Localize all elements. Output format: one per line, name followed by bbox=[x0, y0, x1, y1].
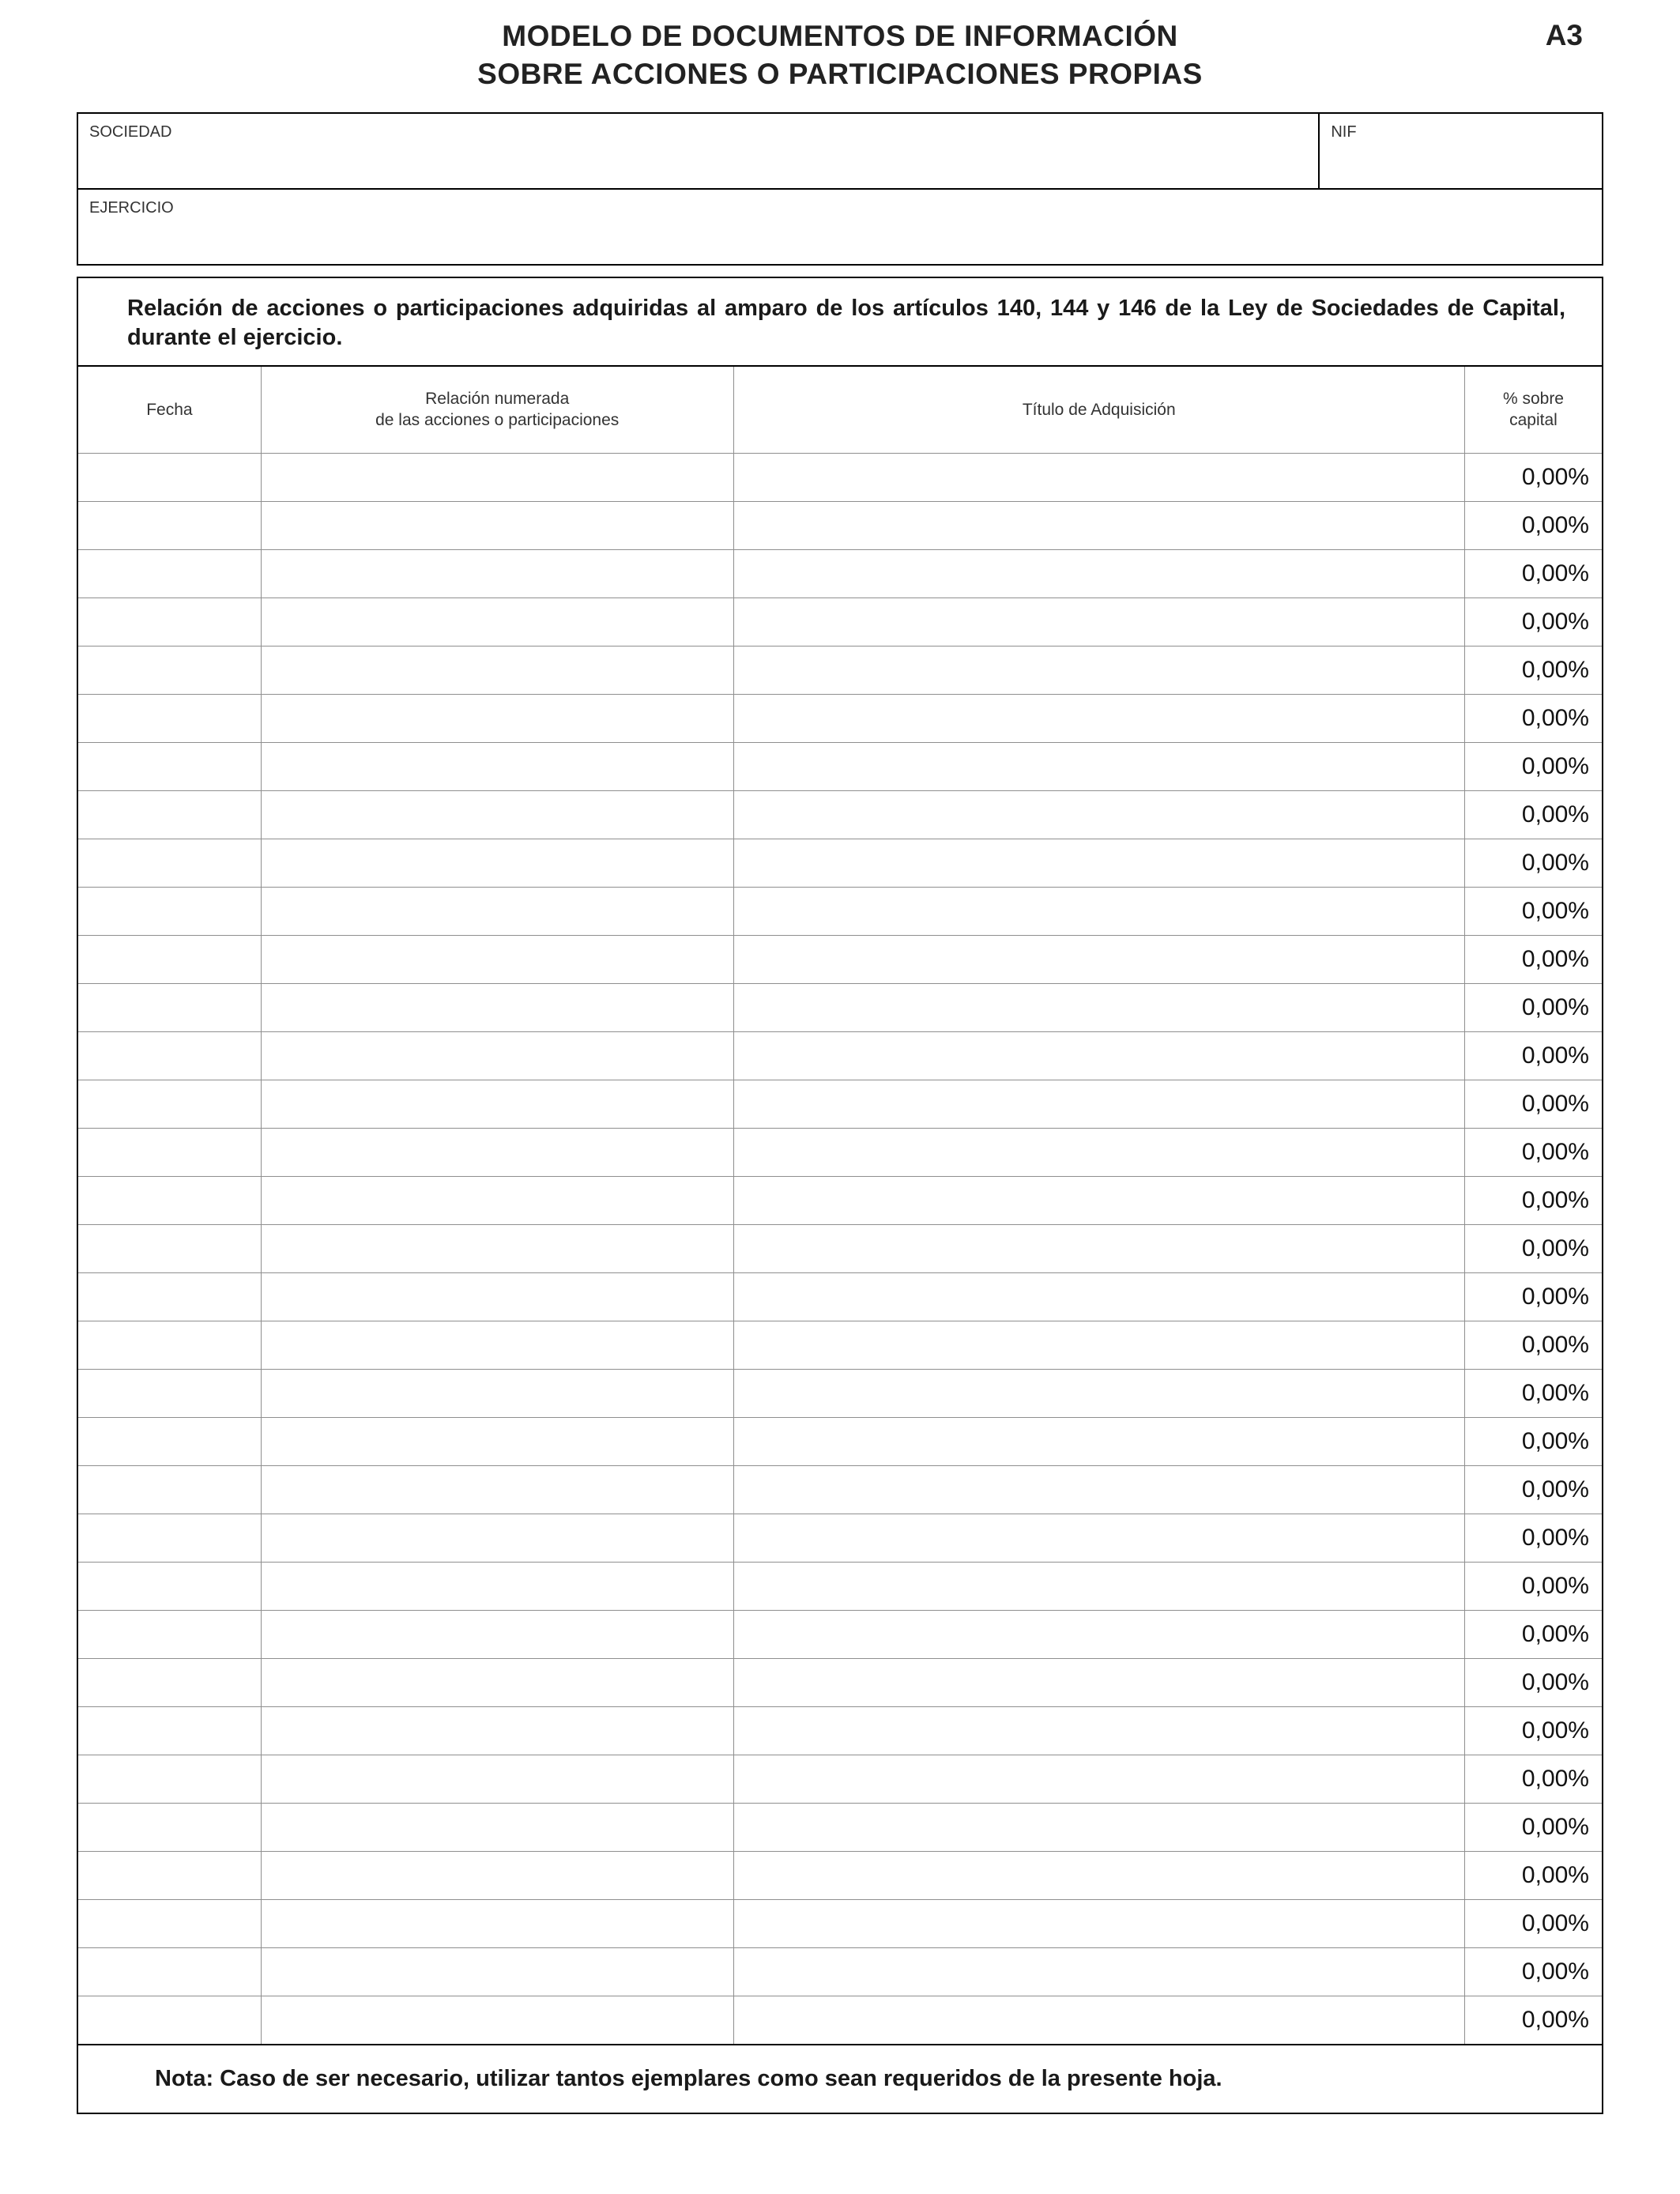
cell-fecha[interactable] bbox=[78, 1706, 261, 1755]
table-row bbox=[78, 1417, 1602, 1465]
identification-box bbox=[77, 112, 1603, 266]
cell-relacion[interactable] bbox=[261, 1610, 733, 1658]
cell-titulo[interactable] bbox=[733, 1947, 1464, 1996]
cell-titulo[interactable] bbox=[733, 1031, 1464, 1080]
cell-percent[interactable]: 0,00% bbox=[1464, 790, 1602, 839]
cell-titulo[interactable] bbox=[733, 453, 1464, 501]
table-row bbox=[78, 790, 1602, 839]
table-row bbox=[78, 694, 1602, 742]
cell-titulo[interactable] bbox=[733, 1899, 1464, 1947]
cell-fecha[interactable] bbox=[78, 501, 261, 549]
cell-titulo[interactable] bbox=[733, 839, 1464, 887]
table-row bbox=[78, 501, 1602, 549]
table-header bbox=[78, 366, 1602, 453]
table-row bbox=[78, 1031, 1602, 1080]
page-title-line1: MODELO DE DOCUMENTOS DE INFORMACIÓN bbox=[502, 20, 1178, 52]
cell-fecha[interactable] bbox=[78, 1851, 261, 1899]
column-header-percent-line1: % sobre bbox=[1502, 390, 1564, 409]
cell-relacion[interactable] bbox=[261, 1465, 733, 1514]
sociedad-field[interactable] bbox=[78, 114, 1320, 188]
cell-titulo[interactable] bbox=[733, 1465, 1464, 1514]
table-body bbox=[78, 453, 1602, 2044]
cell-relacion[interactable] bbox=[261, 790, 733, 839]
column-header-relacion-line1: Relación numerada bbox=[425, 390, 570, 409]
cell-percent[interactable]: 0,00% bbox=[1464, 1996, 1602, 2044]
cell-percent[interactable]: 0,00% bbox=[1464, 694, 1602, 742]
cell-percent[interactable]: 0,00% bbox=[1464, 1465, 1602, 1514]
table-row bbox=[78, 1369, 1602, 1417]
cell-relacion[interactable] bbox=[261, 598, 733, 646]
cell-fecha[interactable] bbox=[78, 549, 261, 598]
table-row bbox=[78, 1706, 1602, 1755]
table-row bbox=[78, 1514, 1602, 1562]
table-row bbox=[78, 598, 1602, 646]
cell-titulo[interactable] bbox=[733, 887, 1464, 935]
cell-titulo[interactable] bbox=[733, 1176, 1464, 1224]
table-row bbox=[78, 839, 1602, 887]
cell-titulo[interactable] bbox=[733, 1658, 1464, 1706]
cell-fecha[interactable] bbox=[78, 1658, 261, 1706]
cell-titulo[interactable] bbox=[733, 1417, 1464, 1465]
cell-fecha[interactable] bbox=[78, 1899, 261, 1947]
cell-relacion[interactable] bbox=[261, 1562, 733, 1610]
cell-titulo[interactable] bbox=[733, 646, 1464, 694]
cell-fecha[interactable] bbox=[78, 983, 261, 1031]
cell-relacion[interactable] bbox=[261, 1031, 733, 1080]
cell-percent[interactable]: 0,00% bbox=[1464, 1176, 1602, 1224]
table-row bbox=[78, 453, 1602, 501]
nif-field[interactable] bbox=[1320, 114, 1602, 188]
cell-titulo[interactable] bbox=[733, 1851, 1464, 1899]
page-title-line2: SOBRE ACCIONES O PARTICIPACIONES PROPIAS bbox=[477, 58, 1203, 90]
cell-titulo[interactable] bbox=[733, 1562, 1464, 1610]
cell-titulo[interactable] bbox=[733, 935, 1464, 983]
cell-percent[interactable]: 0,00% bbox=[1464, 549, 1602, 598]
table-row bbox=[78, 1176, 1602, 1224]
cell-relacion[interactable] bbox=[261, 1658, 733, 1706]
cell-fecha[interactable] bbox=[78, 1996, 261, 2044]
cell-fecha[interactable] bbox=[78, 1272, 261, 1321]
cell-relacion[interactable] bbox=[261, 935, 733, 983]
cell-fecha[interactable] bbox=[78, 742, 261, 790]
column-header-titulo-label: Título de Adquisición bbox=[1022, 400, 1176, 419]
cell-titulo[interactable] bbox=[733, 549, 1464, 598]
cell-percent[interactable]: 0,00% bbox=[1464, 1514, 1602, 1562]
cell-fecha[interactable] bbox=[78, 1947, 261, 1996]
instruction-text: Relación de acciones o participaciones adquiridas al amparo de los artículos 140, 144 y 146 de la Ley de Sociedades de Capital, durante el ejercicio. bbox=[127, 296, 1565, 350]
table-row bbox=[78, 1803, 1602, 1851]
column-header-percent bbox=[1464, 366, 1602, 453]
cell-relacion[interactable] bbox=[261, 501, 733, 549]
cell-percent[interactable]: 0,00% bbox=[1464, 1755, 1602, 1803]
cell-relacion[interactable] bbox=[261, 983, 733, 1031]
cell-titulo[interactable] bbox=[733, 1706, 1464, 1755]
cell-relacion[interactable] bbox=[261, 839, 733, 887]
table-row bbox=[78, 742, 1602, 790]
table-row bbox=[78, 1562, 1602, 1610]
table-row bbox=[78, 1851, 1602, 1899]
cell-titulo[interactable] bbox=[733, 1369, 1464, 1417]
cell-percent[interactable]: 0,00% bbox=[1464, 453, 1602, 501]
form-code: A3 bbox=[1545, 19, 1583, 51]
cell-fecha[interactable] bbox=[78, 646, 261, 694]
cell-relacion[interactable] bbox=[261, 1321, 733, 1369]
cell-fecha[interactable] bbox=[78, 598, 261, 646]
cell-titulo[interactable] bbox=[733, 742, 1464, 790]
cell-percent[interactable]: 0,00% bbox=[1464, 1851, 1602, 1899]
cell-fecha[interactable] bbox=[78, 1417, 261, 1465]
cell-percent[interactable]: 0,00% bbox=[1464, 742, 1602, 790]
acquisitions-table bbox=[78, 365, 1602, 2044]
cell-titulo[interactable] bbox=[733, 1803, 1464, 1851]
cell-fecha[interactable] bbox=[78, 1610, 261, 1658]
cell-relacion[interactable] bbox=[261, 1224, 733, 1272]
column-header-fecha-label: Fecha bbox=[146, 400, 193, 419]
cell-percent[interactable]: 0,00% bbox=[1464, 1417, 1602, 1465]
cell-titulo[interactable] bbox=[733, 1080, 1464, 1128]
nif-label: NIF bbox=[1331, 123, 1357, 141]
cell-relacion[interactable] bbox=[261, 1080, 733, 1128]
cell-relacion[interactable] bbox=[261, 1706, 733, 1755]
cell-titulo[interactable] bbox=[733, 1514, 1464, 1562]
spacer bbox=[77, 266, 1603, 277]
cell-fecha[interactable] bbox=[78, 887, 261, 935]
table-row bbox=[78, 1321, 1602, 1369]
cell-titulo[interactable] bbox=[733, 790, 1464, 839]
cell-titulo[interactable] bbox=[733, 1128, 1464, 1176]
cell-percent[interactable]: 0,00% bbox=[1464, 983, 1602, 1031]
cell-percent[interactable]: 0,00% bbox=[1464, 1080, 1602, 1128]
cell-percent[interactable]: 0,00% bbox=[1464, 887, 1602, 935]
sociedad-label: SOCIEDAD bbox=[89, 123, 172, 141]
cell-percent[interactable]: 0,00% bbox=[1464, 598, 1602, 646]
cell-relacion[interactable] bbox=[261, 549, 733, 598]
table-header-row bbox=[78, 366, 1602, 453]
cell-percent[interactable]: 0,00% bbox=[1464, 1947, 1602, 1996]
table-row bbox=[78, 1996, 1602, 2044]
cell-relacion[interactable] bbox=[261, 453, 733, 501]
cell-relacion[interactable] bbox=[261, 646, 733, 694]
cell-fecha[interactable] bbox=[78, 1803, 261, 1851]
cell-fecha[interactable] bbox=[78, 1369, 261, 1417]
cell-percent[interactable]: 0,00% bbox=[1464, 1369, 1602, 1417]
cell-percent[interactable]: 0,00% bbox=[1464, 1658, 1602, 1706]
cell-titulo[interactable] bbox=[733, 1272, 1464, 1321]
main-section-box bbox=[77, 277, 1603, 2114]
table-row bbox=[78, 1755, 1602, 1803]
cell-relacion[interactable] bbox=[261, 1514, 733, 1562]
cell-fecha[interactable] bbox=[78, 694, 261, 742]
cell-fecha[interactable] bbox=[78, 1321, 261, 1369]
column-header-titulo bbox=[733, 366, 1464, 453]
ejercicio-label: EJERCICIO bbox=[89, 199, 174, 217]
table-row bbox=[78, 935, 1602, 983]
cell-fecha[interactable] bbox=[78, 839, 261, 887]
sociedad-input-area[interactable] bbox=[89, 141, 1307, 165]
cell-relacion[interactable] bbox=[261, 1899, 733, 1947]
cell-titulo[interactable] bbox=[733, 501, 1464, 549]
cell-percent[interactable]: 0,00% bbox=[1464, 1321, 1602, 1369]
column-header-relacion-line2: de las acciones o participaciones bbox=[375, 411, 620, 430]
cell-percent[interactable]: 0,00% bbox=[1464, 1224, 1602, 1272]
cell-titulo[interactable] bbox=[733, 983, 1464, 1031]
cell-fecha[interactable] bbox=[78, 1514, 261, 1562]
cell-relacion[interactable] bbox=[261, 1803, 733, 1851]
column-header-fecha bbox=[78, 366, 261, 453]
cell-percent[interactable]: 0,00% bbox=[1464, 1803, 1602, 1851]
cell-titulo[interactable] bbox=[733, 1321, 1464, 1369]
table-row bbox=[78, 1465, 1602, 1514]
cell-fecha[interactable] bbox=[78, 453, 261, 501]
cell-relacion[interactable] bbox=[261, 1851, 733, 1899]
document-header bbox=[77, 17, 1603, 93]
cell-fecha[interactable] bbox=[78, 1562, 261, 1610]
table-row bbox=[78, 646, 1602, 694]
table-row bbox=[78, 887, 1602, 935]
cell-percent[interactable]: 0,00% bbox=[1464, 935, 1602, 983]
table-row bbox=[78, 1224, 1602, 1272]
cell-relacion[interactable] bbox=[261, 742, 733, 790]
cell-percent[interactable]: 0,00% bbox=[1464, 646, 1602, 694]
table-row bbox=[78, 1947, 1602, 1996]
cell-percent[interactable]: 0,00% bbox=[1464, 839, 1602, 887]
cell-relacion[interactable] bbox=[261, 1996, 733, 2044]
cell-percent[interactable]: 0,00% bbox=[1464, 501, 1602, 549]
table-row bbox=[78, 1658, 1602, 1706]
cell-titulo[interactable] bbox=[733, 598, 1464, 646]
cell-fecha[interactable] bbox=[78, 1176, 261, 1224]
cell-relacion[interactable] bbox=[261, 1369, 733, 1417]
page-title bbox=[77, 17, 1603, 93]
table-row bbox=[78, 983, 1602, 1031]
cell-fecha[interactable] bbox=[78, 790, 261, 839]
cell-percent[interactable]: 0,00% bbox=[1464, 1562, 1602, 1610]
ejercicio-input-area[interactable] bbox=[89, 217, 1591, 241]
cell-relacion[interactable] bbox=[261, 1417, 733, 1465]
cell-fecha[interactable] bbox=[78, 1080, 261, 1128]
nif-input-area[interactable] bbox=[1331, 141, 1591, 165]
cell-relacion[interactable] bbox=[261, 1128, 733, 1176]
table-row bbox=[78, 1899, 1602, 1947]
table-row bbox=[78, 1080, 1602, 1128]
cell-percent[interactable]: 0,00% bbox=[1464, 1272, 1602, 1321]
sociedad-nif-row bbox=[78, 114, 1602, 190]
column-header-percent-line2: capital bbox=[1509, 411, 1558, 430]
table-row bbox=[78, 1610, 1602, 1658]
cell-relacion[interactable] bbox=[261, 1272, 733, 1321]
cell-titulo[interactable] bbox=[733, 694, 1464, 742]
footer-note: Nota: Caso de ser necesario, utilizar tantos ejemplares como sean requeridos de la presente hoja. bbox=[78, 2044, 1602, 2113]
cell-titulo[interactable] bbox=[733, 1755, 1464, 1803]
cell-fecha[interactable] bbox=[78, 935, 261, 983]
cell-relacion[interactable] bbox=[261, 694, 733, 742]
cell-percent[interactable]: 0,00% bbox=[1464, 1610, 1602, 1658]
cell-fecha[interactable] bbox=[78, 1128, 261, 1176]
column-header-relacion bbox=[261, 366, 733, 453]
cell-percent[interactable]: 0,00% bbox=[1464, 1899, 1602, 1947]
table-row bbox=[78, 1272, 1602, 1321]
table-row bbox=[78, 1128, 1602, 1176]
cell-percent[interactable]: 0,00% bbox=[1464, 1128, 1602, 1176]
cell-titulo[interactable] bbox=[733, 1224, 1464, 1272]
cell-relacion[interactable] bbox=[261, 1755, 733, 1803]
table-row bbox=[78, 549, 1602, 598]
cell-relacion[interactable] bbox=[261, 1176, 733, 1224]
cell-percent[interactable]: 0,00% bbox=[1464, 1031, 1602, 1080]
cell-fecha[interactable] bbox=[78, 1465, 261, 1514]
cell-fecha[interactable] bbox=[78, 1224, 261, 1272]
cell-percent[interactable]: 0,00% bbox=[1464, 1706, 1602, 1755]
cell-fecha[interactable] bbox=[78, 1755, 261, 1803]
cell-fecha[interactable] bbox=[78, 1031, 261, 1080]
ejercicio-field[interactable] bbox=[78, 190, 1602, 264]
cell-titulo[interactable] bbox=[733, 1610, 1464, 1658]
cell-relacion[interactable] bbox=[261, 887, 733, 935]
cell-relacion[interactable] bbox=[261, 1947, 733, 1996]
cell-titulo[interactable] bbox=[733, 1996, 1464, 2044]
